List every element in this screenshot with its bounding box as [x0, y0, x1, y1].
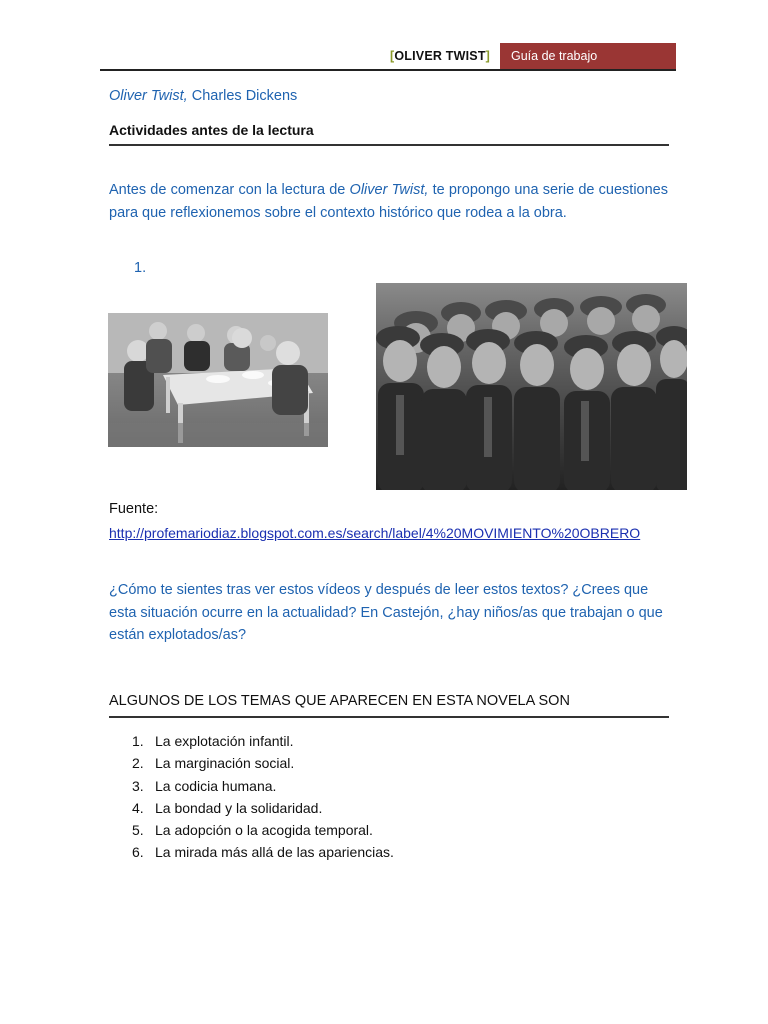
- list-item: 3. La codicia humana.: [132, 777, 277, 794]
- header-tag-box: [500, 43, 676, 69]
- themes-list: [132, 730, 394, 864]
- header-title-text: OLIVER TWIST: [394, 49, 486, 63]
- header-tag-label: Guía de trabajo: [511, 49, 598, 63]
- source-link[interactable]: http://profemariodiaz.blogspot.com.es/search/label/4%20MOVIMIENTO%20OBRERO: [109, 525, 641, 541]
- reflection-question: ¿Cómo te sientes tras ver estos vídeos y después de leer estos textos? ¿Crees que esta situación ocurre en la actualidad? En Castejón, ¿hay niños/as que trabajan o que están explotados/as?: [109, 582, 663, 643]
- photo-children-at-table: [108, 313, 328, 447]
- document-header-title: [OLIVER TWIST]: [390, 49, 491, 63]
- section-rule: [109, 144, 669, 146]
- intro-paragraph: Antes de comenzar con la lectura de Oliver Twist, te propongo una serie de cuestiones para que reflexionemos sobre el contexto histórico que rodea a la obra.: [109, 182, 668, 221]
- themes-rule: [109, 716, 669, 718]
- list-item: 4. La bondad y la solidaridad.: [132, 799, 323, 816]
- book-subtitle: [109, 88, 297, 104]
- header-rule: [100, 69, 676, 71]
- section-heading-pre-reading: Actividades antes de la lectura: [109, 122, 314, 138]
- list-item: 1. La explotación infantil.: [132, 733, 294, 749]
- source-label: Fuente:: [109, 501, 159, 517]
- book-title: Oliver Twist,: [109, 88, 188, 104]
- photo-child-workers: [376, 283, 687, 490]
- list-item: 6. La mirada más allá de las apariencias.: [132, 844, 394, 861]
- item-number: 1.: [134, 260, 147, 276]
- list-item: 5. La adopción o la acogida temporal.: [132, 822, 373, 839]
- book-author: Charles Dickens: [187, 88, 298, 104]
- themes-heading: ALGUNOS DE LOS TEMAS QUE APARECEN EN ESTA NOVELA SON: [109, 693, 570, 709]
- list-item: 2. La marginación social.: [132, 755, 295, 772]
